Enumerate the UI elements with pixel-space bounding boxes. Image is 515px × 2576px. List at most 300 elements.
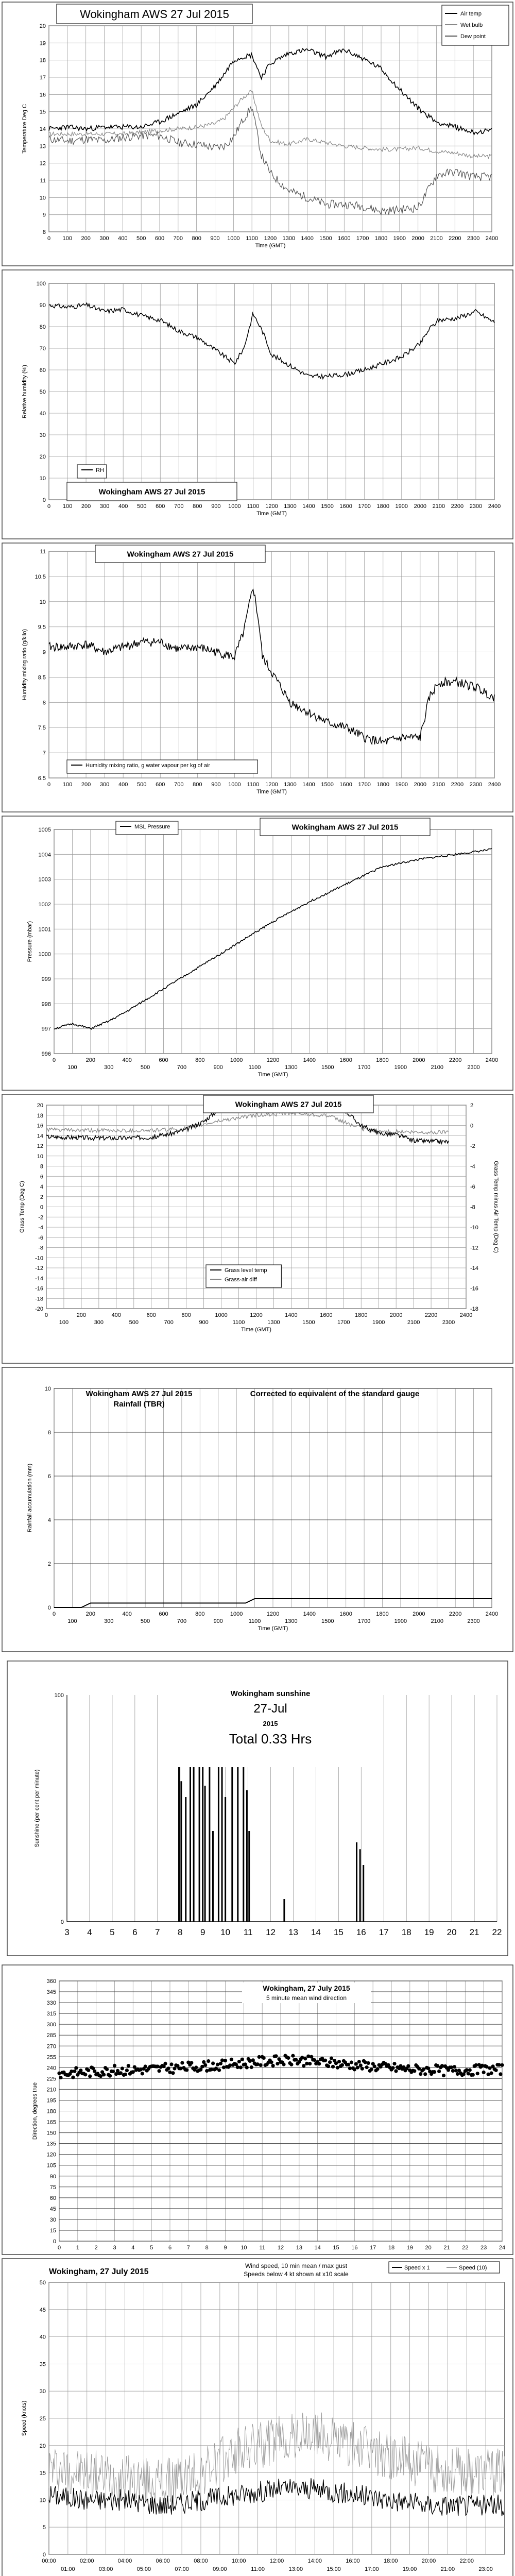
x-tick-label: 1200 — [250, 1312, 263, 1318]
chart-title: Wokingham AWS 27 Jul 2015 — [80, 7, 229, 21]
x-tick-label: 5 — [150, 2245, 153, 2251]
y-tick-label: 285 — [46, 2032, 56, 2039]
x-tick-label: 1100 — [248, 1618, 261, 1624]
wind-direction-point — [453, 2065, 456, 2069]
x-tick-label: 200 — [76, 1312, 87, 1318]
x-tick-label: 2300 — [467, 1064, 480, 1071]
y-tick-label: 8 — [47, 1430, 51, 1436]
y-tick-label: 45 — [49, 2206, 56, 2212]
x-tick-label: 300 — [104, 1618, 114, 1624]
x-tick-label: 06:00 — [156, 2558, 170, 2564]
y-tick-label: 90 — [49, 2173, 56, 2180]
x-tick-label: 17:00 — [365, 2566, 379, 2572]
x-tick-label: 1200 — [264, 235, 277, 242]
y-tick-label: 2 — [47, 1561, 51, 1567]
chart-subtitle: 5 minute mean wind direction — [266, 1994, 347, 2002]
y-tick-label: 0 — [42, 2552, 46, 2558]
x-tick-label: 1900 — [394, 1064, 407, 1071]
wind-direction-point — [239, 2065, 243, 2069]
y-tick-label: 30 — [39, 2388, 46, 2395]
x-tick-label: 0 — [47, 235, 51, 242]
y-tick-label: 0 — [47, 1605, 51, 1611]
x-tick-label: 1300 — [285, 1064, 298, 1071]
x-tick-label: 1600 — [320, 1312, 333, 1318]
x-tick-label: 14 — [314, 2245, 321, 2251]
x-tick-label: 11 — [243, 1927, 253, 1937]
x-tick-label: 15 — [333, 1927, 344, 1937]
x-tick-label: 700 — [177, 1618, 187, 1624]
x-tick-label: 300 — [104, 1064, 114, 1071]
y-tick-label: -6 — [38, 1234, 43, 1241]
wind-direction-point — [245, 2065, 249, 2069]
x-tick-label: 7 — [155, 1927, 160, 1937]
x-tick-label: 0 — [47, 503, 51, 510]
y-right-tick-label: -10 — [470, 1225, 478, 1231]
x-tick-label: 1200 — [265, 503, 278, 510]
wind-direction-point — [102, 2073, 106, 2076]
x-tick-label: 12 — [266, 1927, 276, 1937]
y-tick-label: 2 — [40, 1194, 43, 1200]
x-tick-label: 1800 — [376, 1057, 389, 1063]
x-axis-label: Time (GMT) — [256, 789, 287, 795]
x-tick-label: 23:00 — [478, 2566, 493, 2572]
y-tick-label: 315 — [46, 2011, 56, 2018]
y-tick-label: 40 — [39, 2334, 46, 2341]
x-tick-label: 400 — [122, 1611, 132, 1617]
y-tick-label: 15 — [49, 2227, 56, 2234]
y-tick-label: 11 — [40, 178, 46, 184]
wind-direction-point — [113, 2064, 116, 2067]
x-tick-label: 23 — [480, 2245, 487, 2251]
x-tick-label: 400 — [111, 1312, 122, 1318]
wind-direction-point — [127, 2064, 130, 2067]
chart-title: Wokingham AWS 27 Jul 2015 — [98, 487, 205, 497]
x-tick-label: 22:00 — [459, 2558, 474, 2564]
x-tick-label: 2000 — [413, 1057, 425, 1063]
x-tick-label: 200 — [85, 1057, 96, 1063]
x-tick-label: 6 — [168, 2245, 172, 2251]
wind-direction-point — [185, 2068, 188, 2072]
x-tick-label: 2400 — [459, 1312, 473, 1318]
x-tick-label: 300 — [94, 1319, 104, 1326]
x-tick-label: 500 — [129, 1319, 139, 1326]
y-tick-label: 6 — [47, 1473, 51, 1480]
x-tick-label: 1100 — [247, 503, 260, 510]
x-tick-label: 700 — [177, 1064, 187, 1071]
wind-direction-point — [330, 2056, 333, 2060]
x-tick-label: 0 — [47, 782, 51, 788]
x-tick-label: 700 — [174, 503, 184, 510]
x-tick-label: 1600 — [339, 1057, 352, 1063]
y-tick-label: 45 — [39, 2307, 46, 2313]
x-tick-label: 600 — [156, 503, 165, 510]
x-tick-label: 1400 — [302, 782, 315, 788]
x-tick-label: 07:00 — [175, 2566, 189, 2572]
wind-direction-point — [111, 2070, 115, 2073]
y-axis-label: Rainfall accumulation (mm) — [27, 1463, 33, 1533]
y-tick-label: 1005 — [38, 827, 51, 833]
x-tick-label: 100 — [67, 1064, 77, 1071]
wind-direction-point — [250, 2065, 253, 2069]
y-right-tick-label: -4 — [470, 1163, 475, 1170]
y-tick-label: 165 — [46, 2119, 56, 2126]
x-tick-label: 1400 — [303, 1057, 316, 1063]
y-tick-label: 30 — [39, 432, 46, 438]
wind-direction-chart — [0, 1963, 515, 2257]
x-tick-label: 300 — [99, 235, 109, 242]
wind-direction-point — [87, 2069, 90, 2072]
x-tick-label: 2200 — [449, 1057, 462, 1063]
x-tick-label: 1100 — [232, 1319, 245, 1326]
x-tick-label: 500 — [137, 782, 147, 788]
y-tick-label: 360 — [46, 1978, 56, 1985]
y-tick-label: 999 — [41, 976, 51, 982]
x-tick-label: 2100 — [431, 1064, 443, 1071]
y-tick-label: 9 — [42, 212, 46, 218]
x-tick-label: 1400 — [285, 1312, 298, 1318]
wind-direction-point — [331, 2065, 335, 2069]
x-tick-label: 300 — [99, 503, 110, 510]
x-tick-label: 02:00 — [79, 2558, 94, 2564]
x-tick-label: 20:00 — [421, 2558, 436, 2564]
x-tick-label: 9 — [224, 2245, 227, 2251]
x-tick-label: 2 — [94, 2245, 98, 2251]
wind-direction-point — [251, 2058, 255, 2062]
x-tick-label: 22 — [492, 1927, 502, 1937]
x-tick-label: 800 — [193, 782, 202, 788]
y-tick-label: 8 — [42, 229, 46, 235]
wind-direction-point — [391, 2066, 394, 2070]
x-tick-label: 10:00 — [231, 2558, 246, 2564]
legend-label: Grass level temp — [225, 1267, 267, 1274]
wind-direction-point — [190, 2061, 193, 2064]
y-tick-label: 330 — [46, 2000, 56, 2007]
wind-direction-point — [364, 2060, 367, 2064]
x-tick-label: 1200 — [266, 1057, 280, 1063]
x-tick-label: 1 — [76, 2245, 79, 2251]
x-tick-label: 10 — [241, 2245, 247, 2251]
x-tick-label: 200 — [81, 503, 91, 510]
y-tick-label: 345 — [46, 1989, 56, 1996]
y-right-tick-label: -16 — [470, 1285, 478, 1292]
x-tick-label: 1600 — [339, 503, 352, 510]
x-tick-label: 12 — [277, 2245, 284, 2251]
x-tick-label: 1500 — [302, 1319, 315, 1326]
wind-direction-point — [59, 2076, 62, 2079]
x-tick-label: 800 — [181, 1312, 191, 1318]
y-tick-label: 18 — [37, 1112, 43, 1119]
x-tick-label: 1800 — [355, 1312, 368, 1318]
x-tick-label: 2000 — [413, 1611, 425, 1617]
sunshine-chart — [0, 1654, 515, 1963]
x-tick-label: 1300 — [284, 503, 297, 510]
wind-direction-point — [180, 2061, 184, 2064]
y-tick-label: 7 — [42, 750, 46, 757]
x-tick-label: 3 — [113, 2245, 116, 2251]
x-tick-label: 11 — [259, 2245, 265, 2251]
wind-direction-point — [350, 2060, 353, 2064]
y-tick-label: 7.5 — [38, 725, 46, 732]
wind-direction-point — [230, 2058, 233, 2061]
y-tick-label: -4 — [38, 1225, 43, 1231]
x-tick-label: 1900 — [372, 1319, 385, 1326]
wind-speed-chart — [0, 2257, 515, 2576]
y-tick-label: 1003 — [38, 876, 51, 883]
x-tick-label: 1200 — [265, 782, 278, 788]
wind-direction-point — [360, 2067, 364, 2071]
wind-direction-point — [168, 2071, 171, 2074]
x-tick-label: 900 — [211, 782, 221, 788]
relative-humidity-chart — [0, 268, 515, 541]
y-right-axis-label: Grass Temp minus Air Temp (Deg C) — [493, 1161, 499, 1253]
rainfall-chart — [0, 1365, 515, 1654]
wind-direction-point — [259, 2063, 263, 2067]
wind-direction-point — [244, 2062, 247, 2066]
x-tick-label: 1900 — [394, 1618, 407, 1624]
x-tick-label: 2000 — [411, 235, 424, 242]
wind-direction-point — [156, 2064, 160, 2068]
x-tick-label: 1000 — [228, 503, 241, 510]
y-tick-label: 16 — [37, 1123, 43, 1129]
x-tick-label: 1900 — [393, 235, 406, 242]
legend-label: Grass-air diff — [225, 1277, 257, 1283]
x-tick-label: 0 — [52, 1611, 56, 1617]
x-tick-label: 900 — [210, 235, 220, 242]
grass-temperature-chart — [0, 1092, 515, 1365]
wind-direction-point — [291, 2054, 295, 2058]
x-tick-label: 04:00 — [117, 2558, 132, 2564]
x-axis-label: Time (GMT) — [241, 1327, 271, 1333]
chart-title: Wokingham, 27 July 2015 — [49, 2267, 149, 2276]
chart-title: Wokingham, 27 July 2015 — [263, 1984, 350, 1992]
y-tick-label: -8 — [38, 1245, 43, 1251]
y-axis-label: Humidity mixing ratio (g/kilo) — [22, 629, 28, 701]
x-tick-label: 1600 — [338, 235, 351, 242]
x-tick-label: 18 — [388, 2245, 395, 2251]
y-tick-label: 10 — [39, 599, 46, 605]
x-tick-label: 1300 — [267, 1319, 280, 1326]
wind-direction-point — [394, 2069, 398, 2073]
y-axis-label: Grass Temp (Deg C) — [19, 1181, 25, 1233]
y-tick-label: 100 — [54, 1692, 64, 1699]
x-tick-label: 1100 — [246, 235, 258, 242]
y-tick-label: 17 — [39, 75, 46, 81]
x-tick-label: 16 — [356, 1927, 366, 1937]
wind-direction-point — [166, 2066, 170, 2070]
wind-direction-point — [406, 2064, 410, 2068]
legend-label: Humidity mixing ratio, g water vapour per kg of air — [85, 762, 211, 769]
wind-direction-point — [169, 2062, 173, 2066]
y-tick-label: 19 — [39, 40, 46, 47]
x-tick-label: 1900 — [395, 503, 408, 510]
x-tick-label: 900 — [211, 503, 221, 510]
x-tick-label: 18 — [401, 1927, 411, 1937]
x-tick-label: 1800 — [376, 1611, 389, 1617]
x-tick-label: 1100 — [247, 782, 260, 788]
x-tick-label: 13:00 — [288, 2566, 303, 2572]
x-tick-label: 2400 — [485, 235, 499, 242]
wind-direction-point — [499, 2072, 502, 2076]
x-tick-label: 20 — [447, 1927, 457, 1937]
wind-direction-point — [131, 2070, 135, 2074]
y-axis-label: Temperature Deg C — [22, 104, 28, 154]
y-axis-label: Speed (knots) — [21, 2400, 27, 2436]
x-tick-label: 400 — [118, 503, 128, 510]
x-tick-label: 6 — [132, 1927, 138, 1937]
y-tick-label: 210 — [46, 2087, 56, 2093]
y-tick-label: 9 — [42, 649, 46, 656]
y-tick-label: 11 — [40, 549, 46, 555]
wind-direction-point — [194, 2065, 198, 2069]
wind-direction-point — [365, 2065, 369, 2069]
wind-direction-point — [482, 2071, 486, 2074]
wind-direction-point — [57, 2072, 61, 2075]
pressure-chart — [0, 814, 515, 1092]
wind-direction-point — [340, 2063, 344, 2067]
y-tick-label: 14 — [39, 126, 46, 132]
x-tick-label: 400 — [118, 782, 128, 788]
x-tick-label: 1000 — [230, 1057, 243, 1063]
chart-title: Wokingham AWS 27 Jul 2015 — [85, 1389, 193, 1398]
x-tick-label: 100 — [62, 503, 73, 510]
x-tick-label: 1100 — [248, 1064, 261, 1071]
x-tick-label: 22 — [462, 2245, 469, 2251]
wind-direction-point — [158, 2069, 161, 2073]
wind-direction-point — [373, 2064, 376, 2068]
y-right-tick-label: -12 — [470, 1245, 478, 1251]
x-tick-label: 19 — [424, 1927, 434, 1937]
wind-direction-point — [73, 2070, 76, 2073]
x-tick-label: 1000 — [228, 782, 241, 788]
y-tick-label: 80 — [39, 324, 46, 330]
chart-title: Wokingham AWS 27 Jul 2015 — [127, 550, 234, 559]
wind-direction-point — [437, 2070, 441, 2073]
x-tick-label: 13 — [288, 1927, 298, 1937]
y-tick-label: 12 — [39, 160, 46, 167]
wind-direction-point — [337, 2060, 341, 2063]
y-tick-label: 240 — [46, 2065, 56, 2072]
y-tick-label: -20 — [35, 1306, 43, 1312]
y-tick-label: 20 — [39, 454, 46, 460]
x-tick-label: 200 — [81, 235, 91, 242]
x-axis-label: Time (GMT) — [256, 511, 287, 517]
wind-direction-point — [121, 2066, 124, 2070]
x-tick-label: 2300 — [469, 503, 483, 510]
legend-label: Speed x 1 — [404, 2265, 430, 2271]
wind-direction-point — [490, 2071, 493, 2075]
chart-total: Total 0.33 Hrs — [229, 1731, 312, 1747]
wind-direction-point — [271, 2064, 275, 2067]
y-tick-label: -18 — [35, 1296, 43, 1302]
x-tick-label: 1900 — [395, 782, 408, 788]
x-tick-label: 500 — [137, 503, 147, 510]
x-tick-label: 17 — [379, 1927, 389, 1937]
y-tick-label: 1004 — [38, 852, 51, 858]
chart-title: Wokingham AWS 27 Jul 2015 — [235, 1100, 342, 1109]
x-tick-label: 500 — [136, 235, 146, 242]
x-tick-label: 05:00 — [136, 2566, 151, 2572]
wind-direction-point — [313, 2058, 316, 2062]
x-tick-label: 1400 — [301, 235, 314, 242]
x-tick-label: 100 — [59, 1319, 69, 1326]
x-tick-label: 1200 — [266, 1611, 280, 1617]
wind-direction-point — [370, 2067, 373, 2071]
x-tick-label: 7 — [186, 2245, 190, 2251]
wind-direction-point — [302, 2064, 305, 2067]
x-tick-label: 900 — [199, 1319, 209, 1326]
x-tick-label: 100 — [67, 1618, 77, 1624]
wind-direction-point — [224, 2059, 227, 2062]
wind-direction-point — [141, 2072, 144, 2075]
x-tick-label: 700 — [174, 782, 184, 788]
x-axis-label: Time (GMT) — [255, 243, 286, 249]
x-tick-label: 1700 — [358, 782, 371, 788]
x-tick-label: 800 — [195, 1057, 205, 1063]
x-tick-label: 2200 — [451, 503, 464, 510]
wind-direction-point — [354, 2062, 358, 2066]
wind-direction-point — [171, 2071, 175, 2075]
wind-direction-point — [286, 2056, 290, 2060]
x-tick-label: 900 — [213, 1064, 223, 1071]
x-tick-label: 08:00 — [194, 2558, 208, 2564]
y-tick-label: 4 — [47, 1517, 51, 1523]
chart-subtitle: Wind speed, 10 min mean / max gust — [245, 2262, 348, 2269]
x-tick-label: 4 — [87, 1927, 92, 1937]
x-tick-label: 800 — [193, 503, 202, 510]
wind-direction-point — [419, 2072, 422, 2076]
y-tick-label: 18 — [39, 57, 46, 64]
wind-direction-point — [367, 2061, 370, 2065]
x-tick-label: 1500 — [319, 235, 332, 242]
mixing-ratio-chart — [0, 541, 515, 814]
x-tick-label: 09:00 — [213, 2566, 227, 2572]
x-axis-label: Time (GMT) — [258, 1072, 288, 1078]
y-tick-label: 15 — [39, 2470, 46, 2477]
wind-direction-point — [83, 2073, 87, 2076]
y-tick-label: 5 — [42, 2524, 46, 2531]
wind-direction-point — [442, 2074, 445, 2077]
y-tick-label: 150 — [46, 2130, 56, 2137]
x-tick-label: 600 — [146, 1312, 156, 1318]
y-tick-label: 0 — [42, 497, 46, 503]
y-right-tick-label: -8 — [470, 1204, 475, 1211]
x-tick-label: 2100 — [407, 1319, 420, 1326]
x-tick-label: 21:00 — [440, 2566, 455, 2572]
wind-direction-point — [105, 2067, 109, 2071]
x-tick-label: 14 — [311, 1927, 321, 1937]
wind-direction-point — [163, 2062, 167, 2065]
y-tick-label: 20 — [39, 2443, 46, 2449]
x-tick-label: 1500 — [321, 1618, 334, 1624]
y-tick-label: 14 — [37, 1133, 43, 1140]
x-tick-label: 16:00 — [346, 2558, 360, 2564]
legend-label: Dew point — [460, 33, 486, 40]
x-tick-label: 2000 — [414, 782, 427, 788]
x-tick-label: 100 — [62, 235, 73, 242]
x-tick-label: 19 — [406, 2245, 413, 2251]
y-axis-label: Direction, degrees true — [32, 2082, 38, 2140]
wind-direction-point — [124, 2073, 127, 2076]
x-tick-label: 2200 — [449, 235, 461, 242]
wind-direction-point — [74, 2066, 78, 2070]
x-tick-label: 4 — [131, 2245, 135, 2251]
wind-direction-point — [423, 2072, 427, 2076]
y-tick-label: 70 — [39, 346, 46, 352]
x-tick-label: 21 — [443, 2245, 450, 2251]
wind-direction-point — [476, 2072, 479, 2075]
y-right-tick-label: 0 — [470, 1123, 474, 1129]
x-tick-label: 2200 — [451, 782, 464, 788]
